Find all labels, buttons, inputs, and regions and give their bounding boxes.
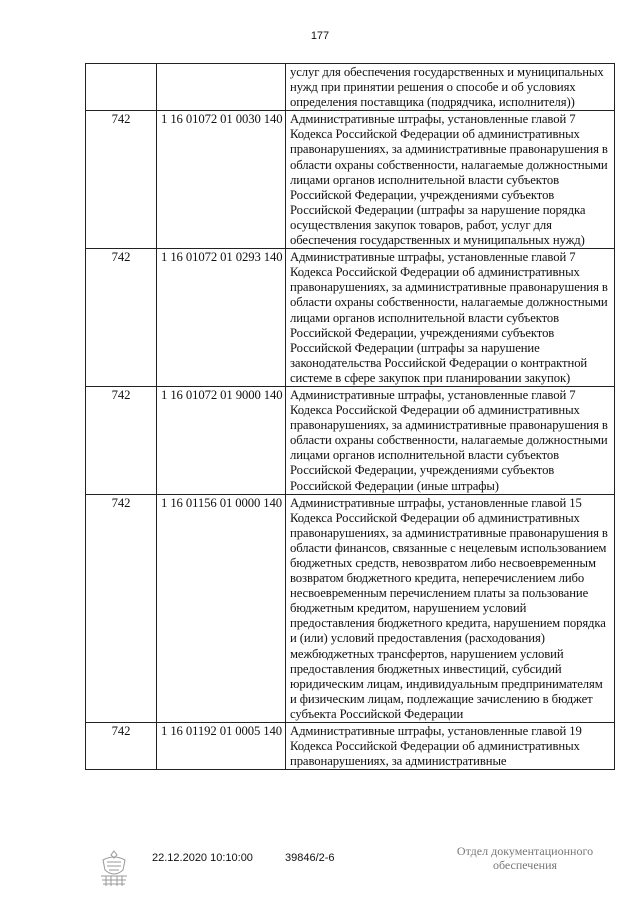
page-footer xyxy=(0,844,640,898)
description-cell: услуг для обеспечения государственных и муниципальных нужд при принятии решения о способе и об условиях определения поставщика (подрядчика, исполнителя)) xyxy=(286,64,615,111)
kbk-cell: 1 16 01156 01 0000 140 xyxy=(157,494,286,722)
admin-code-cell: 742 xyxy=(86,111,157,249)
budget-codes-table xyxy=(85,63,615,770)
document-number: 39846/2-6 xyxy=(285,852,335,864)
description-cell: Административные штрафы, установленные главой 7 Кодекса Российской Федерации об административных правонарушениях, за административные правонарушения в области охраны собственности, налагаемые должностными лицами органов исполнительной власти субъектов Российской Федерации, учреждениями субъектов Российской Федерации (иные штрафы) xyxy=(286,386,615,494)
admin-code-cell: 742 xyxy=(86,386,157,494)
admin-code-cell: 742 xyxy=(86,494,157,722)
print-datetime: 22.12.2020 10:10:00 xyxy=(152,852,253,864)
page-number: 177 xyxy=(310,30,330,42)
department-stamp xyxy=(450,844,600,872)
admin-code-cell: 742 xyxy=(86,723,157,770)
table-row xyxy=(86,386,615,494)
table-row xyxy=(86,64,615,111)
stamp-line-1: Отдел документационного xyxy=(456,844,594,858)
coat-of-arms-icon xyxy=(97,848,131,890)
description-cell: Административные штрафы, установленные главой 7 Кодекса Российской Федерации об административных правонарушениях, за административные правонарушения в области охраны собственности, налагаемые должностными лицами органов исполнительной власти субъектов Российской Федерации, учреждениями субъектов Российской Федерации (штрафы за нарушение порядка осуществления закупок товаров, работ, услуг для обеспечения государственных и муниципальных нужд) xyxy=(286,111,615,249)
kbk-cell: 1 16 01072 01 9000 140 xyxy=(157,386,286,494)
kbk-cell: 1 16 01072 01 0293 140 xyxy=(157,249,286,387)
description-cell: Административные штрафы, установленные главой 19 Кодекса Российской Федерации об административных правонарушениях, за административные xyxy=(286,723,615,770)
admin-code-cell: 742 xyxy=(86,249,157,387)
description-cell: Административные штрафы, установленные главой 7 Кодекса Российской Федерации об административных правонарушениях, за административные правонарушения в области охраны собственности, налагаемые должностными лицами органов исполнительной власти субъектов Российской Федерации, учреждениями субъектов Российской Федерации (штрафы за нарушение законодательства Российской Федерации о контрактной системе в сфере закупок при планировании закупок) xyxy=(286,249,615,387)
description-cell: Административные штрафы, установленные главой 15 Кодекса Российской Федерации об административных правонарушениях, за административные правонарушения в области финансов, связанные с нецелевым использованием бюджетных средств, невозвратом либо несвоевременным возвратом бюджетного кредита, неперечислением либо несвоевременным перечислением платы за пользование бюджетным кредитом, нарушением условий предоставления бюджетного кредита, нарушением порядка и (или) условий предоставления (расходования) межбюджетных трансфертов, нарушением условий предоставления бюджетных инвестиций, субсидий юридическим лицам, индивидуальным предпринимателям и физическим лицам, подлежащие зачислению в бюджет субъекта Российской Федерации xyxy=(286,494,615,722)
admin-code-cell xyxy=(86,64,157,111)
kbk-cell: 1 16 01192 01 0005 140 xyxy=(157,723,286,770)
kbk-cell: 1 16 01072 01 0030 140 xyxy=(157,111,286,249)
stamp-line-2: обеспечения xyxy=(492,858,558,872)
table-row xyxy=(86,723,615,770)
kbk-cell xyxy=(157,64,286,111)
table-row xyxy=(86,494,615,722)
table-row xyxy=(86,111,615,249)
table-row xyxy=(86,249,615,387)
